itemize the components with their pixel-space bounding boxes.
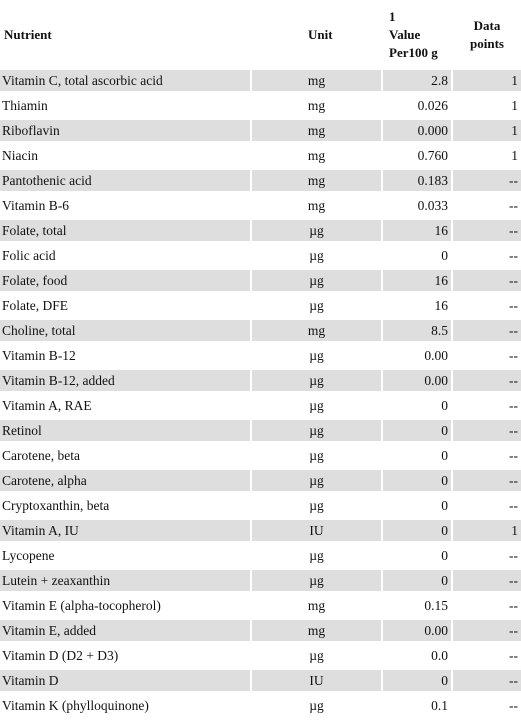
header-data-points [453, 0, 521, 70]
nutrient-cell: Vitamin D [0, 670, 250, 695]
unit-cell: µg [252, 445, 381, 470]
value-cell: 16 [383, 220, 451, 245]
unit-cell: µg [252, 370, 381, 395]
value-cell: 0 [383, 520, 451, 545]
nutrient-cell: Thiamin [0, 95, 250, 120]
value-cell: 2.8 [383, 70, 451, 95]
data-points-cell: -- [453, 370, 521, 395]
data-points-cell: -- [453, 620, 521, 645]
unit-cell: mg [252, 70, 381, 95]
table-row [0, 70, 521, 95]
value-cell: 0.026 [383, 95, 451, 120]
data-points-cell: -- [453, 295, 521, 320]
nutrient-cell: Riboflavin [0, 120, 250, 145]
nutrient-cell: Lycopene [0, 545, 250, 570]
nutrient-cell: Vitamin A, IU [0, 520, 250, 545]
data-points-cell: 1 [453, 120, 521, 145]
table-row [0, 220, 521, 245]
unit-cell: mg [252, 120, 381, 145]
data-points-cell: -- [453, 570, 521, 595]
nutrient-cell: Vitamin B-12 [0, 345, 250, 370]
value-cell: 0 [383, 495, 451, 520]
unit-cell: mg [252, 620, 381, 645]
data-points-cell: -- [453, 195, 521, 220]
value-cell: 0 [383, 245, 451, 270]
data-points-cell: -- [453, 270, 521, 295]
nutrient-cell: Lutein + zeaxanthin [0, 570, 250, 595]
value-cell: 0.000 [383, 120, 451, 145]
header-value-line2: Value [389, 27, 421, 42]
data-points-cell: -- [453, 470, 521, 495]
table-row [0, 420, 521, 445]
nutrient-cell: Pantothenic acid [0, 170, 250, 195]
data-points-cell: -- [453, 695, 521, 720]
header-unit: Unit [308, 27, 333, 42]
value-cell: 0.0 [383, 645, 451, 670]
value-cell: 0.00 [383, 620, 451, 645]
unit-cell: µg [252, 695, 381, 720]
unit-cell: µg [252, 395, 381, 420]
nutrient-cell: Folate, DFE [0, 295, 250, 320]
table-row [0, 120, 521, 145]
nutrient-cell: Niacin [0, 145, 250, 170]
table-row [0, 270, 521, 295]
unit-cell: µg [252, 570, 381, 595]
unit-cell: µg [252, 245, 381, 270]
value-cell: 0 [383, 545, 451, 570]
unit-cell: mg [252, 145, 381, 170]
nutrient-cell: Folate, total [0, 220, 250, 245]
nutrient-cell: Carotene, alpha [0, 470, 250, 495]
nutrient-cell: Vitamin B-6 [0, 195, 250, 220]
value-cell: 0 [383, 445, 451, 470]
table-row [0, 495, 521, 520]
nutrient-cell: Vitamin A, RAE [0, 395, 250, 420]
unit-cell: µg [252, 545, 381, 570]
value-cell: 0 [383, 470, 451, 495]
data-points-cell: 1 [453, 95, 521, 120]
unit-cell: µg [252, 270, 381, 295]
value-cell: 16 [383, 270, 451, 295]
unit-cell: mg [252, 195, 381, 220]
unit-cell: IU [252, 520, 381, 545]
nutrient-cell: Vitamin E, added [0, 620, 250, 645]
value-cell: 0.033 [383, 195, 451, 220]
data-points-cell: -- [453, 220, 521, 245]
table-row [0, 145, 521, 170]
nutrient-cell: Cryptoxanthin, beta [0, 495, 250, 520]
table-row [0, 595, 521, 620]
nutrient-cell: Vitamin B-12, added [0, 370, 250, 395]
header-row [0, 0, 521, 70]
header-points-line2: points [470, 36, 504, 51]
value-cell: 16 [383, 295, 451, 320]
value-cell: 0.00 [383, 370, 451, 395]
data-points-cell: -- [453, 670, 521, 695]
data-points-cell: -- [453, 445, 521, 470]
table-row [0, 470, 521, 495]
nutrient-cell: Folate, food [0, 270, 250, 295]
table-row [0, 320, 521, 345]
nutrient-cell: Vitamin D (D2 + D3) [0, 645, 250, 670]
value-cell: 0.15 [383, 595, 451, 620]
header-nutrient: Nutrient [4, 27, 52, 42]
table-row [0, 445, 521, 470]
table-row [0, 370, 521, 395]
nutrient-cell: Vitamin E (alpha-tocopherol) [0, 595, 250, 620]
value-cell: 0 [383, 570, 451, 595]
nutrient-cell: Choline, total [0, 320, 250, 345]
unit-cell: µg [252, 345, 381, 370]
nutrient-cell: Carotene, beta [0, 445, 250, 470]
data-points-cell: 1 [453, 70, 521, 95]
table-row [0, 695, 521, 720]
table-row [0, 195, 521, 220]
data-points-cell: -- [453, 170, 521, 195]
unit-cell: µg [252, 495, 381, 520]
unit-cell: µg [252, 645, 381, 670]
unit-cell: mg [252, 320, 381, 345]
table-row [0, 170, 521, 195]
value-cell: 0.760 [383, 145, 451, 170]
value-cell: 0.183 [383, 170, 451, 195]
table-row [0, 645, 521, 670]
table-row [0, 245, 521, 270]
table-header [0, 0, 521, 70]
data-points-cell: -- [453, 245, 521, 270]
unit-cell: mg [252, 170, 381, 195]
data-points-cell: -- [453, 320, 521, 345]
table-row [0, 545, 521, 570]
table-body [0, 70, 521, 720]
table-row [0, 520, 521, 545]
data-points-cell: -- [453, 420, 521, 445]
unit-cell: µg [252, 295, 381, 320]
data-points-cell: -- [453, 495, 521, 520]
table-row [0, 670, 521, 695]
unit-cell: IU [252, 670, 381, 695]
unit-cell: µg [252, 420, 381, 445]
unit-cell: µg [252, 220, 381, 245]
header-points-line1: Data [473, 18, 501, 33]
value-cell: 0 [383, 420, 451, 445]
table-row [0, 95, 521, 120]
data-points-cell: 1 [453, 520, 521, 545]
unit-cell: mg [252, 595, 381, 620]
unit-cell: mg [252, 95, 381, 120]
data-points-cell: -- [453, 645, 521, 670]
value-cell: 0.00 [383, 345, 451, 370]
data-points-cell: -- [453, 545, 521, 570]
nutrient-cell: Folic acid [0, 245, 250, 270]
header-value-line3: Per100 g [389, 45, 438, 60]
nutrient-cell: Retinol [0, 420, 250, 445]
table-row [0, 295, 521, 320]
data-points-cell: 1 [453, 145, 521, 170]
table-row [0, 570, 521, 595]
data-points-cell: -- [453, 345, 521, 370]
value-cell: 0.1 [383, 695, 451, 720]
header-value [383, 0, 451, 70]
value-cell: 8.5 [383, 320, 451, 345]
nutrient-cell: Vitamin K (phylloquinone) [0, 695, 250, 720]
header-value-line1: 1 [389, 9, 396, 24]
table-row [0, 395, 521, 420]
data-points-cell: -- [453, 595, 521, 620]
value-cell: 0 [383, 395, 451, 420]
nutrient-cell: Vitamin C, total ascorbic acid [0, 70, 250, 95]
unit-cell: µg [252, 470, 381, 495]
data-points-cell: -- [453, 395, 521, 420]
table-row [0, 620, 521, 645]
value-cell: 0 [383, 670, 451, 695]
table-row [0, 345, 521, 370]
